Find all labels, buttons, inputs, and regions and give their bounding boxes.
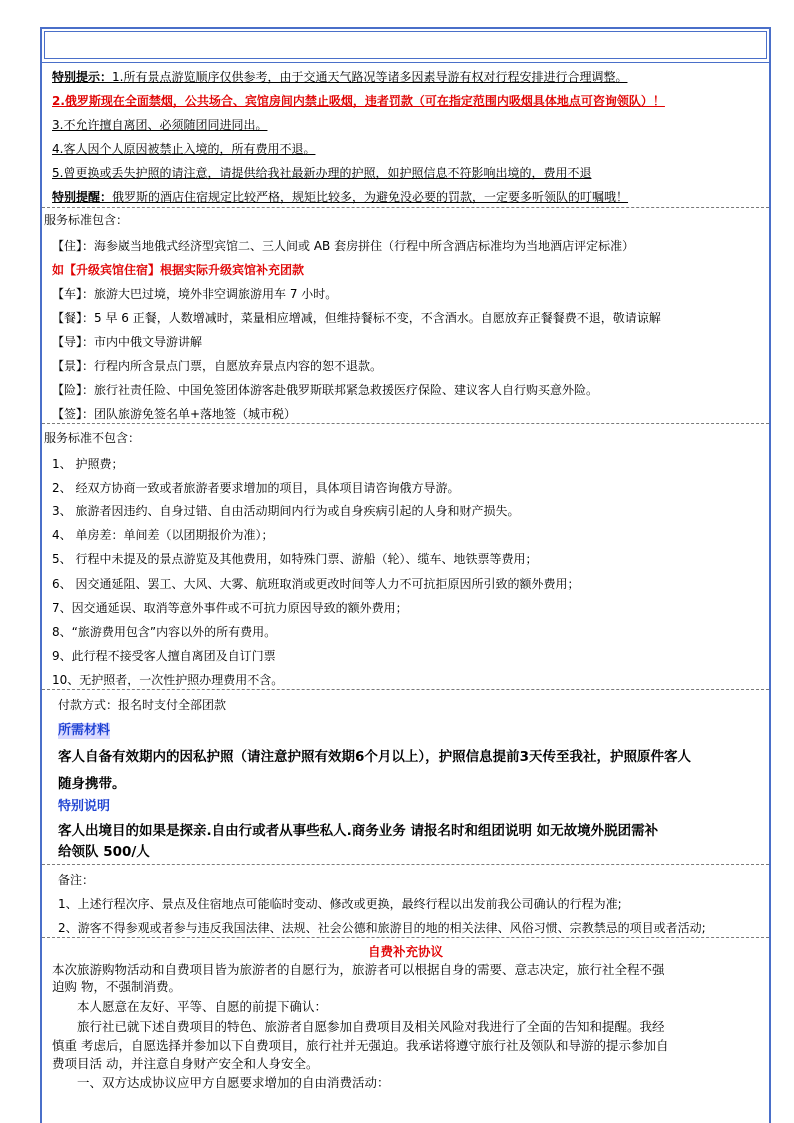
remarks-section (42, 864, 769, 865)
excluded-item: 5、 行程中未提及的景点游览及其他费用，如特殊门票、游船（轮）、缆车、地铁票等费用； (52, 552, 538, 566)
included-item: 【导】：市内中俄文导游讲解 (52, 335, 203, 349)
special-line: 给领队 500/人 (58, 844, 150, 860)
excluded-item: 6、 因交通延阻、罢工、大风、大雾、航班取消或更改时间等人力不可抗拒原因所引致的额外费用； (52, 577, 580, 591)
agreement-line: 迫购 物，不强制消费。 (52, 979, 181, 994)
excluded-section (42, 423, 769, 424)
remarks-title: 备注： (58, 873, 95, 887)
materials-title: 所需材料 (58, 723, 111, 738)
materials-line: 客人自备有效期内的因私护照（请注意护照有效期6个月以上），护照信息提前3天传至我社，护照原件客人 (58, 749, 692, 765)
included-item: 【景】：行程内所含景点门票，自愿放弃景点内容的恕不退款。 (52, 359, 383, 373)
special-title: 特别说明 (58, 799, 111, 814)
tip-1: 特别提示：1.所有景点游览顺序仅供参考，由于交通天气路况等诸多因素导游有权对行程安排进行合理调整。 (52, 70, 628, 84)
excluded-title: 服务标准不包含： (44, 431, 141, 445)
agreement-line: 费项目活 动，并注意自身财产安全和人身安全。 (52, 1056, 319, 1071)
included-item: 【住】：海参崴当地俄式经济型宾馆二、三人间或 AB 套房拼住（行程中所含酒店标准均为当地酒店评定标准） (52, 239, 635, 253)
excluded-item: 8、“旅游费用包含”内容以外的所有费用。 (52, 625, 277, 639)
excluded-item: 9、此行程不接受客人擅自离团及自订门票 (52, 649, 276, 663)
tip-4: 4.客人因个人原因被禁止入境的，所有费用不退。 (52, 142, 316, 156)
special-line: 客人出境目的如果是探亲.自由行或者从事些私人.商务业务 请报名时和组团说明 如无故境外脱团需补 (58, 823, 659, 839)
included-item: 【签】：团队旅游免签名单+落地签（城市税） (52, 407, 297, 421)
tip-5: 5.曾更换或丢失护照的请注意，请提供给我社最新办理的护照，如护照信息不符影响出境的，费用不退 (52, 166, 592, 180)
agreement-section (42, 937, 769, 938)
excluded-item: 7、因交通延误、取消等意外事件或不可抗力原因导致的额外费用； (52, 601, 408, 615)
header-frame-inner (44, 31, 767, 59)
included-item: 【险】：旅行社责任险、中国免签团体游客赴俄罗斯联邦紧急救援医疗保险、建议客人自行购买意外险。 (52, 383, 599, 397)
agreement-line: 本次旅游购物活动和自费项目皆为旅游者的自愿行为，旅游者可以根据自身的需要、意志决定，旅行社全程不强 (52, 962, 665, 977)
excluded-item: 10、无护照者，一次性护照办理费用不含。 (52, 673, 284, 687)
remarks-item: 2、游客不得参观或者参与违反我国法律、法规、社会公德和旅游目的地的相关法律、风俗习惯、宗教禁忌的项目或者活动; (58, 921, 706, 935)
payment-section (42, 689, 769, 690)
agreement-line: 本人愿意在友好、平等、自愿的前提下确认： (52, 999, 328, 1014)
included-title: 服务标准包含： (44, 213, 129, 227)
excluded-item: 3、 旅游者因违约、自身过错、自由活动期间内行为或自身疾病引起的人身和财产损失。 (52, 504, 520, 518)
included-item: 【餐】：5 早 6 正餐，人数增减时，菜量相应增减，但维持餐标不变，不含酒水。自愿放弃正餐餐费不退，敬请谅解 (52, 311, 661, 325)
tip-2: 2.俄罗斯现在全面禁烟，公共场合、宾馆房间内禁止吸烟，违者罚款（可在指定范围内吸烟具体地点可咨询领队）！ (52, 94, 665, 108)
tip-6: 特别提醒：俄罗斯的酒店住宿规定比较严格，规矩比较多，为避免没必要的罚款，一定要多听领队的叮嘱哦！ (52, 190, 629, 204)
excluded-item: 4、 单房差：单间差（以团期报价为准）； (52, 528, 274, 542)
tip-3: 3.不允许擅自离团、必须随团同进同出。 (52, 118, 268, 132)
included-item: 【车】：旅游大巴过境，境外非空调旅游用车 7 小时。 (52, 287, 338, 301)
agreement-line: 旅行社已就下述自费项目的特色、旅游者自愿参加自费项目及相关风险对我进行了全面的告知和提醒。我经 (52, 1019, 665, 1034)
materials-line: 随身携带。 (58, 776, 126, 792)
payment-method: 付款方式：报名时支付全部团款 (58, 698, 227, 712)
excluded-item: 2、 经双方协商一致或者旅游者要求增加的项目，具体项目请咨询俄方导游。 (52, 481, 460, 495)
included-item-upgrade: 如【升级宾馆住宿】根据实际升级宾馆补充团款 (52, 263, 305, 277)
excluded-item: 1、 护照费； (52, 457, 124, 471)
agreement-line: 慎重 考虑后，自愿选择并参加以下自费项目，旅行社并无强迫。我承诺将遵守旅行社及领队和导游的提示参加自 (52, 1038, 669, 1053)
agreement-title: 自费补充协议 (367, 944, 443, 959)
remarks-item: 1、上述行程次序、景点及住宿地点可能临时变动、修改或更换，最终行程以出发前我公司确认的行程为准; (58, 897, 622, 911)
agreement-line: 一、双方达成协议应甲方自愿要求增加的自由消费活动： (52, 1075, 390, 1090)
